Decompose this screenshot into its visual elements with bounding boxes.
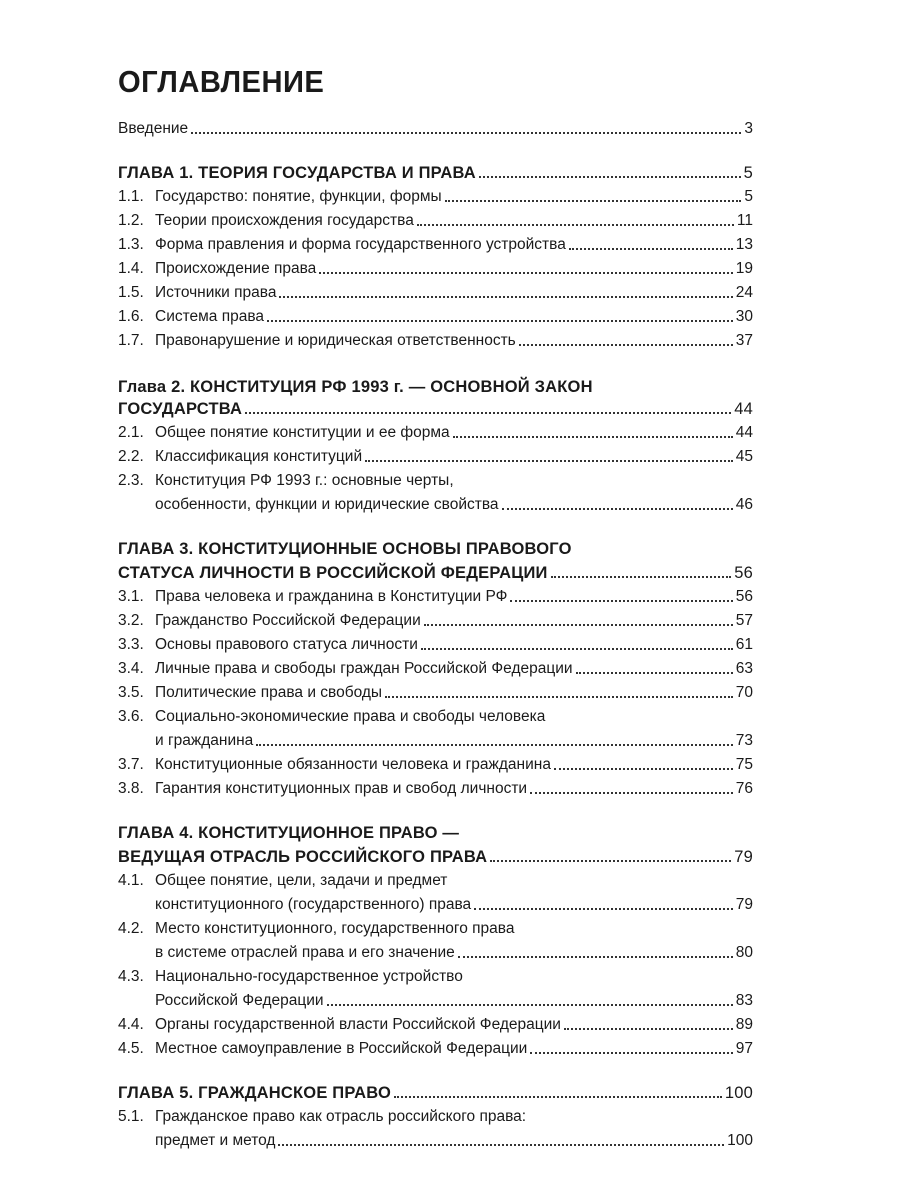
toc-entry-number: 4.3. <box>118 968 144 985</box>
toc-chapter-heading <box>118 398 753 420</box>
toc-page-number: 56 <box>735 588 753 605</box>
toc-page-number: 45 <box>735 448 753 465</box>
dot-leader <box>510 600 732 602</box>
toc-entry <box>118 282 753 304</box>
toc-entry <box>118 306 753 328</box>
dot-leader <box>564 1028 733 1030</box>
toc-entry-number: 1.5. <box>118 284 144 301</box>
toc-page-number: 46 <box>735 496 753 513</box>
toc-entry <box>118 258 753 280</box>
toc-entry-title: Происхождение права <box>155 260 317 277</box>
toc-entry <box>118 658 753 680</box>
toc-entry-title: Место конституционного, государственного права <box>155 920 515 937</box>
toc-page-number: 100 <box>724 1084 753 1102</box>
toc-entry-number: 3.5. <box>118 684 144 701</box>
toc-entry <box>118 210 753 232</box>
dot-leader <box>474 908 733 910</box>
dot-leader <box>279 296 732 298</box>
dot-leader <box>445 200 742 202</box>
toc-entry-title: Общее понятие конституции и ее форма <box>155 424 450 441</box>
toc-entry-number: 3.2. <box>118 612 144 629</box>
toc-entry-title: Российской Федерации <box>155 992 324 1009</box>
toc-entry <box>118 778 753 800</box>
toc-entry <box>118 586 753 608</box>
toc-entry-title: Гражданство Российской Федерации <box>155 612 421 629</box>
toc-page-number: 19 <box>735 260 753 277</box>
toc-entry <box>118 494 753 516</box>
toc-entry <box>118 1106 753 1128</box>
toc-page-number: 56 <box>734 564 753 582</box>
toc-entry-number: 2.3. <box>118 472 144 489</box>
toc-chapter-heading <box>118 846 753 868</box>
toc-entry <box>118 422 753 444</box>
toc-entry-title: Глава 2. КОНСТИТУЦИЯ РФ 1993 г. — ОСНОВНОЙ ЗАКОН <box>118 378 593 396</box>
toc-entry-number: 2.1. <box>118 424 144 441</box>
toc-entry <box>118 186 753 208</box>
toc-entry-title: Государство: понятие, функции, формы <box>155 188 442 205</box>
toc-entry-title: Социально-экономические права и свободы человека <box>155 708 546 725</box>
toc-entry-number: 3.8. <box>118 780 144 797</box>
toc-entry <box>118 610 753 632</box>
dot-leader <box>502 508 733 510</box>
toc-entry-title: предмет и метод <box>155 1132 276 1149</box>
toc-entry <box>118 634 753 656</box>
toc-entry-title: ГЛАВА 1. ТЕОРИЯ ГОСУДАРСТВА И ПРАВА <box>118 164 476 182</box>
toc-page-number: 89 <box>735 1016 753 1033</box>
dot-leader <box>267 320 733 322</box>
toc-chapter-heading <box>118 1082 753 1104</box>
dot-leader <box>519 344 733 346</box>
toc-entry-title: Местное самоуправление в Российской Федерации <box>155 1040 528 1057</box>
dot-leader <box>319 272 732 274</box>
dot-leader <box>417 224 734 226</box>
dot-leader <box>554 768 733 770</box>
toc-entry <box>118 1130 753 1152</box>
toc-entry-number: 1.7. <box>118 332 144 349</box>
toc-page-number: 44 <box>734 400 753 418</box>
toc-entry <box>118 446 753 468</box>
toc-entry-number: 3.7. <box>118 756 144 773</box>
toc-entry-title: Гарантия конституционных прав и свобод личности <box>155 780 528 797</box>
toc-entry-title: Общее понятие, цели, задачи и предмет <box>155 872 448 889</box>
toc-page-number: 70 <box>735 684 753 701</box>
dot-leader <box>365 460 733 462</box>
dot-leader <box>421 648 733 650</box>
dot-leader <box>458 956 733 958</box>
toc-entry <box>118 870 753 892</box>
toc-entry <box>118 1014 753 1036</box>
toc-entry-title: ГОСУДАРСТВА <box>118 400 243 418</box>
toc-entry-title: Конституционные обязанности человека и гражданина <box>155 756 551 773</box>
toc-entry-number: 3.6. <box>118 708 144 725</box>
toc-entry-number: 1.1. <box>118 188 144 205</box>
toc-entry <box>118 918 753 940</box>
toc-entry-number: 4.5. <box>118 1040 144 1057</box>
toc-entry-number: 4.4. <box>118 1016 144 1033</box>
toc-chapter-heading <box>118 538 753 560</box>
page-title: ОГЛАВЛЕНИЕ <box>118 64 325 99</box>
toc-entry-number: 1.4. <box>118 260 144 277</box>
toc-page-number: 57 <box>735 612 753 629</box>
toc-page-number: 97 <box>735 1040 753 1057</box>
toc-entry-title: Органы государственной власти Российской Федерации <box>155 1016 561 1033</box>
dot-leader <box>530 792 733 794</box>
toc-entry-title: и гражданина <box>155 732 254 749</box>
dot-leader <box>394 1096 722 1098</box>
dot-leader <box>424 624 733 626</box>
dot-leader <box>569 248 733 250</box>
toc-entry <box>118 682 753 704</box>
toc-page-number: 80 <box>735 944 753 961</box>
toc-entry <box>118 1038 753 1060</box>
toc-entry <box>118 118 753 140</box>
toc-page-number: 3 <box>744 120 753 137</box>
toc-page-number: 37 <box>735 332 753 349</box>
toc-page-number: 79 <box>735 896 753 913</box>
toc-entry-number: 3.1. <box>118 588 144 605</box>
toc-page-number: 79 <box>734 848 753 866</box>
toc-entry-number: 2.2. <box>118 448 144 465</box>
dot-leader <box>278 1144 724 1146</box>
toc-entry-title: Основы правового статуса личности <box>155 636 418 653</box>
toc-entry <box>118 990 753 1012</box>
toc-entry <box>118 330 753 352</box>
toc-page-number: 11 <box>736 212 753 229</box>
dot-leader <box>327 1004 733 1006</box>
toc-entry-title: Классификация конституций <box>155 448 363 465</box>
dot-leader <box>479 176 741 178</box>
toc-entry-title: ГЛАВА 5. ГРАЖДАНСКОЕ ПРАВО <box>118 1084 391 1102</box>
toc-chapter-heading <box>118 822 753 844</box>
toc-entry-title: Конституция РФ 1993 г.: основные черты, <box>155 472 454 489</box>
toc-entry-title: Гражданское право как отрасль российского права: <box>155 1108 527 1125</box>
toc-page-number: 73 <box>735 732 753 749</box>
toc-entry <box>118 706 753 728</box>
toc-entry-number: 5.1. <box>118 1108 144 1125</box>
toc-entry-number: 1.6. <box>118 308 144 325</box>
dot-leader <box>576 672 733 674</box>
dot-leader <box>490 860 731 862</box>
dot-leader <box>191 132 741 134</box>
toc-page-number: 13 <box>735 236 753 253</box>
toc-page-number: 44 <box>735 424 753 441</box>
toc-entry-title: Источники права <box>155 284 277 301</box>
dot-leader <box>385 696 733 698</box>
toc-entry-title: Политические права и свободы <box>155 684 383 701</box>
toc-page-number: 63 <box>735 660 753 677</box>
toc-entry-number: 3.4. <box>118 660 144 677</box>
toc-entry <box>118 966 753 988</box>
toc-entry-title: Теории происхождения государства <box>155 212 414 229</box>
toc-page-number: 5 <box>744 188 753 205</box>
toc-entry-number: 4.2. <box>118 920 144 937</box>
toc-entry-title: особенности, функции и юридические свойства <box>155 496 499 513</box>
toc-entry-title: Права человека и гражданина в Конституции РФ <box>155 588 508 605</box>
toc-entry-title: в системе отраслей права и его значение <box>155 944 455 961</box>
toc-page-number: 24 <box>735 284 753 301</box>
toc-page-number: 5 <box>743 164 753 182</box>
toc-entry-title: ВЕДУЩАЯ ОТРАСЛЬ РОССИЙСКОГО ПРАВА <box>118 848 488 866</box>
toc-entry-number: 1.2. <box>118 212 144 229</box>
dot-leader <box>453 436 733 438</box>
toc-entry-title: конституционного (государственного) права <box>155 896 472 913</box>
toc-entry <box>118 730 753 752</box>
toc-entry <box>118 942 753 964</box>
toc-entry-title: Введение <box>118 120 189 137</box>
toc-page-number: 61 <box>735 636 753 653</box>
toc-entry <box>118 234 753 256</box>
toc-chapter-heading <box>118 162 753 184</box>
toc-entry-title: Правонарушение и юридическая ответственность <box>155 332 516 349</box>
toc-entry-number: 3.3. <box>118 636 144 653</box>
dot-leader <box>256 744 732 746</box>
dot-leader <box>245 412 731 414</box>
toc-entry-title: Национально-государственное устройство <box>155 968 463 985</box>
toc-page-number: 83 <box>735 992 753 1009</box>
toc-entry-title: Форма правления и форма государственного устройства <box>155 236 566 253</box>
toc-page-number: 100 <box>727 1132 753 1149</box>
toc-entry-title: СТАТУСА ЛИЧНОСТИ В РОССИЙСКОЙ ФЕДЕРАЦИИ <box>118 564 548 582</box>
dot-leader <box>551 576 732 578</box>
toc-entry-title: Система права <box>155 308 265 325</box>
toc-page-number: 75 <box>735 756 753 773</box>
toc-page-number: 30 <box>735 308 753 325</box>
toc-chapter-heading <box>118 562 753 584</box>
toc-entry-number: 4.1. <box>118 872 144 889</box>
toc-chapter-heading <box>118 376 753 398</box>
toc-page-number: 76 <box>735 780 753 797</box>
toc-entry-number: 1.3. <box>118 236 144 253</box>
toc-entry-title: ГЛАВА 4. КОНСТИТУЦИОННОЕ ПРАВО — <box>118 824 460 842</box>
toc-entry <box>118 470 753 492</box>
toc-entry <box>118 754 753 776</box>
toc-entry-title: ГЛАВА 3. КОНСТИТУЦИОННЫЕ ОСНОВЫ ПРАВОВОГО <box>118 540 572 558</box>
toc-entry-title: Личные права и свободы граждан Российской Федерации <box>155 660 573 677</box>
toc-entry <box>118 894 753 916</box>
dot-leader <box>530 1052 732 1054</box>
